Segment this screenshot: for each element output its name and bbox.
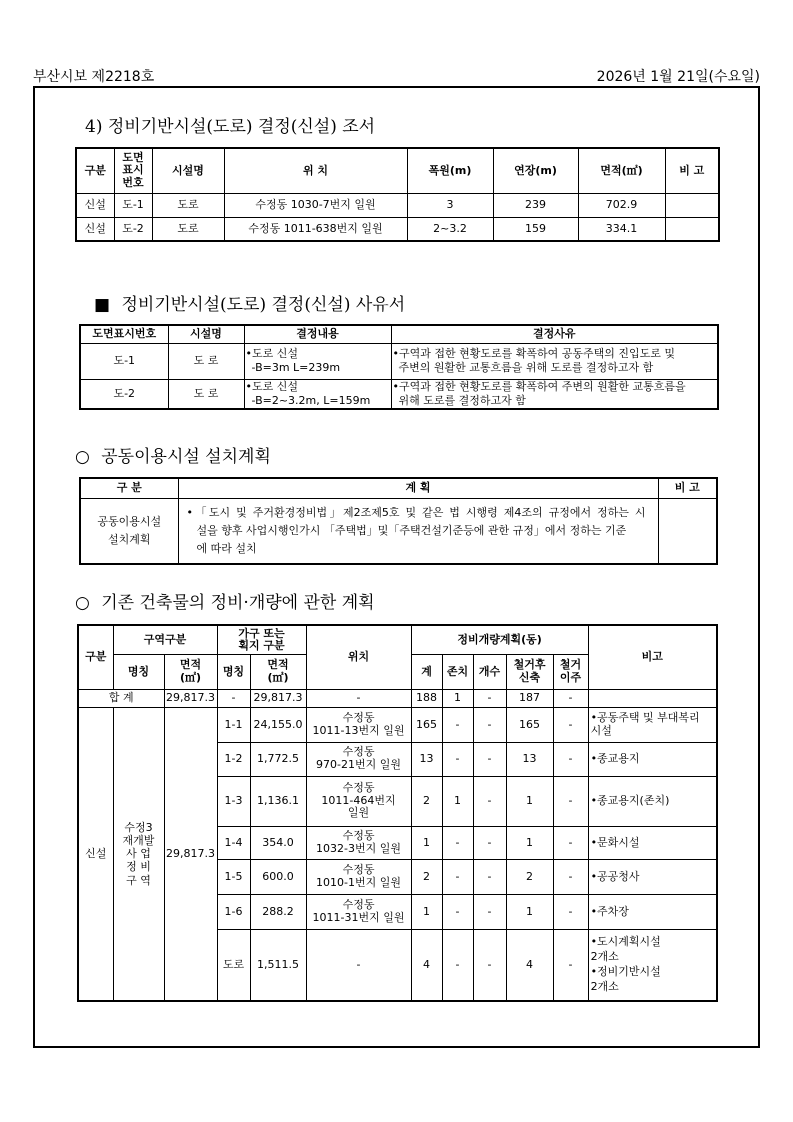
cell-keep: -: [442, 707, 473, 742]
cell-type: 신설: [76, 217, 114, 241]
col-area: 면적(㎡): [578, 148, 665, 193]
cell-block-name: 1-3: [217, 776, 250, 826]
plan-header-row-1: [78, 625, 717, 654]
sum-move: -: [553, 689, 588, 707]
cell-content: [244, 379, 391, 409]
col-plan: 정비개량계획(동): [411, 625, 588, 654]
cell-block-name: 1-6: [217, 894, 250, 929]
cell-move: -: [553, 776, 588, 826]
col-note: 비 고: [658, 478, 717, 498]
cell-note: •문화시설: [588, 826, 717, 859]
col-move: 철거 이주: [553, 654, 588, 689]
cell-no: 도-1: [80, 343, 168, 379]
col-content: 결정내용: [244, 325, 391, 343]
cell-location: 수정동 1011-638번지 일원: [224, 217, 407, 241]
col-drawing-no: 도면 표시 번호: [114, 148, 152, 193]
road-reason-table: [79, 324, 719, 410]
col-location: 위 치: [224, 148, 407, 193]
col-improve: 개수: [473, 654, 506, 689]
road-table-header-row: [76, 148, 719, 193]
reason-table-header-row: [80, 325, 718, 343]
col-total: 계: [411, 654, 442, 689]
cell-name: 도로: [152, 217, 224, 241]
cell-move: -: [553, 929, 588, 1001]
section4-title-wrap: [75, 588, 375, 613]
cell-block-name: 1-5: [217, 859, 250, 894]
cell-note: •종교용지: [588, 742, 717, 776]
col-drawing-no: 도면표시번호: [80, 325, 168, 343]
reason-line: •구역과 접한 현황도로를 확폭하여 공동주택의 진입도로 및: [392, 347, 675, 361]
road-decision-table: [75, 147, 720, 242]
cell-length: 159: [493, 217, 578, 241]
cell-improve: -: [473, 707, 506, 742]
cell-no: 도-2: [80, 379, 168, 409]
cell-block-area: 600.0: [250, 859, 306, 894]
col-length: 연장(m): [493, 148, 578, 193]
cell-location: 수정동 1030-7번지 일원: [224, 193, 407, 217]
cell-note: •공공청사: [588, 859, 717, 894]
cell-location: -: [306, 929, 411, 1001]
col-note: 비 고: [665, 148, 719, 193]
reason-line: •구역과 접한 현황도로를 확폭하여 주변의 원활한 교통흐름을: [392, 380, 686, 393]
cell-reason: [391, 343, 718, 379]
col-facility: 시설명: [152, 148, 224, 193]
section4-title: 기존 건축물의 정비·개량에 관한 계획: [101, 593, 375, 613]
cell-name: 도 로: [168, 343, 244, 379]
cell-location: 수정동 1032-3번지 일원: [306, 826, 411, 859]
col-block-area: 면적 (㎡): [250, 654, 306, 689]
cell-note: [665, 193, 719, 217]
col-width: 폭원(m): [407, 148, 493, 193]
header-right: 2026년 1월 21일(수요일): [596, 69, 760, 85]
cell-keep: -: [442, 859, 473, 894]
sum-total: 188: [411, 689, 442, 707]
plan-line: 에 따라 설치: [196, 541, 257, 555]
cell-type: 신설: [76, 193, 114, 217]
cell-keep: -: [442, 894, 473, 929]
section3-title-wrap: [75, 442, 271, 467]
cell-location: 수정동 1011-13번지 일원: [306, 707, 411, 742]
cell-block-area: 24,155.0: [250, 707, 306, 742]
section1-title: 4) 정비기반시설(도로) 결정(신설) 조서: [85, 117, 376, 137]
sum-block-area: 29,817.3: [250, 689, 306, 707]
cell-rebuild: 1: [506, 826, 553, 859]
cell-block-name: 1-1: [217, 707, 250, 742]
cell-length: 239: [493, 193, 578, 217]
cell-reason: [391, 379, 718, 409]
content-line: -B=2~3.2m, L=159m: [251, 393, 371, 407]
cell-keep: -: [442, 742, 473, 776]
cell-note: [658, 498, 717, 564]
sum-label: 합 계: [78, 689, 164, 707]
content-line: •도로 신설: [245, 347, 298, 361]
cell-plan: [178, 498, 658, 564]
square-bullet-icon: ■: [94, 295, 111, 315]
cell-move: -: [553, 742, 588, 776]
cell-block-area: 1,772.5: [250, 742, 306, 776]
cell-note: [665, 217, 719, 241]
section2-title-wrap: [94, 290, 405, 315]
content-line: -B=3m L=239m: [251, 361, 341, 374]
table-row: [80, 343, 718, 379]
header-left: 부산시보 제2218호: [33, 69, 155, 85]
col-zone: 구역구분: [113, 625, 217, 654]
plan-line: 설을 향후 사업시행인가시 「주택법」및「주택건설기준등에 관한 규정」에서 정하는 기준: [196, 523, 627, 537]
cell-total: 13: [411, 742, 442, 776]
table-row: [80, 379, 718, 409]
table-row: [80, 498, 717, 564]
col-note: 비고: [588, 625, 717, 689]
cell-move: -: [553, 707, 588, 742]
sum-block-name: -: [217, 689, 250, 707]
cell-block-area: 354.0: [250, 826, 306, 859]
cell-total: 1: [411, 894, 442, 929]
col-rebuild: 철거후 신축: [506, 654, 553, 689]
cell-note: •주차장: [588, 894, 717, 929]
facility-table-header-row: [80, 478, 717, 498]
cell-move: -: [553, 826, 588, 859]
table-row: [78, 707, 717, 742]
cell-keep: -: [442, 929, 473, 1001]
cell-type: [80, 498, 178, 564]
cell-total: 4: [411, 929, 442, 1001]
cell-note: •공동주택 및 부대복리 시설: [588, 707, 717, 742]
section3-title: 공동이용시설 설치계획: [101, 447, 271, 467]
col-location: 위치: [306, 625, 411, 689]
col-type: 구 분: [80, 478, 178, 498]
cell-move: -: [553, 859, 588, 894]
cell-keep: -: [442, 826, 473, 859]
cell-keep: 1: [442, 776, 473, 826]
cell-block-name: 1-4: [217, 826, 250, 859]
cell-rebuild: 4: [506, 929, 553, 1001]
sum-zone-area: 29,817.3: [164, 689, 217, 707]
cell-location: 수정동 970-21번지 일원: [306, 742, 411, 776]
group-type: 신설: [78, 707, 113, 1001]
sum-rebuild: 187: [506, 689, 553, 707]
cell-width: 2~3.2: [407, 217, 493, 241]
sum-note: [588, 689, 717, 707]
cell-location: 수정동 1011-464번지 일원: [306, 776, 411, 826]
cell-area: 702.9: [578, 193, 665, 217]
cell-move: -: [553, 894, 588, 929]
type-line: 설치계획: [107, 532, 151, 546]
common-facility-table: [79, 477, 718, 565]
cell-improve: -: [473, 929, 506, 1001]
cell-area: 334.1: [578, 217, 665, 241]
type-line: 공동이용시설: [97, 515, 162, 529]
cell-total: 2: [411, 859, 442, 894]
cell-improve: -: [473, 742, 506, 776]
sum-location: -: [306, 689, 411, 707]
cell-block-area: 1,511.5: [250, 929, 306, 1001]
table-row: [76, 193, 719, 217]
cell-no: 도-2: [114, 217, 152, 241]
cell-note: •도시계획시설 2개소 •정비기반시설 2개소: [588, 929, 717, 1001]
cell-rebuild: 165: [506, 707, 553, 742]
col-facility: 시설명: [168, 325, 244, 343]
building-plan-table: [77, 624, 718, 1002]
group-zone-area: 29,817.3: [164, 707, 217, 1001]
col-zone-area: 면적 (㎡): [164, 654, 217, 689]
cell-total: 165: [411, 707, 442, 742]
col-plan: 계 획: [178, 478, 658, 498]
cell-width: 3: [407, 193, 493, 217]
cell-name: 도로: [152, 193, 224, 217]
cell-improve: -: [473, 826, 506, 859]
cell-improve: -: [473, 894, 506, 929]
cell-note: •종교용지(존치): [588, 776, 717, 826]
cell-name: 도 로: [168, 379, 244, 409]
content-line: •도로 신설: [245, 380, 298, 393]
col-keep: 존치: [442, 654, 473, 689]
cell-rebuild: 2: [506, 859, 553, 894]
sum-keep: 1: [442, 689, 473, 707]
col-block: 가구 또는 획지 구분: [217, 625, 306, 654]
cell-block-name: 도로: [217, 929, 250, 1001]
col-block-name: 명칭: [217, 654, 250, 689]
cell-block-area: 1,136.1: [250, 776, 306, 826]
cell-total: 1: [411, 826, 442, 859]
cell-improve: -: [473, 859, 506, 894]
reason-line: 위해 도로를 결정하고자 함: [398, 393, 526, 407]
plan-line: •「도시 및 주거환경정비법」제2조제5호 및 같은 법 시행령 제4조의 규정에서 정하는 시: [186, 506, 646, 520]
cell-content: [244, 343, 391, 379]
col-reason: 결정사유: [391, 325, 718, 343]
cell-no: 도-1: [114, 193, 152, 217]
col-zone-name: 명칭: [113, 654, 164, 689]
col-type: 구분: [78, 625, 113, 689]
section2-title: 정비기반시설(도로) 결정(신설) 사유서: [121, 295, 406, 315]
cell-rebuild: 13: [506, 742, 553, 776]
cell-block-name: 1-2: [217, 742, 250, 776]
circle-bullet-icon: ○: [75, 447, 90, 467]
sum-improve: -: [473, 689, 506, 707]
group-zone-name: 수정3 재개발 사 업 정 비 구 역: [113, 707, 164, 1001]
cell-rebuild: 1: [506, 894, 553, 929]
cell-location: 수정동 1010-1번지 일원: [306, 859, 411, 894]
cell-rebuild: 1: [506, 776, 553, 826]
cell-location: 수정동 1011-31번지 일원: [306, 894, 411, 929]
cell-improve: -: [473, 776, 506, 826]
table-row: [76, 217, 719, 241]
cell-block-area: 288.2: [250, 894, 306, 929]
reason-line: 주변의 원활한 교통흐름을 위해 도로를 결정하고자 함: [398, 361, 654, 374]
col-type: 구분: [76, 148, 114, 193]
sum-row: [78, 689, 717, 707]
cell-total: 2: [411, 776, 442, 826]
circle-bullet-icon: ○: [75, 593, 90, 613]
